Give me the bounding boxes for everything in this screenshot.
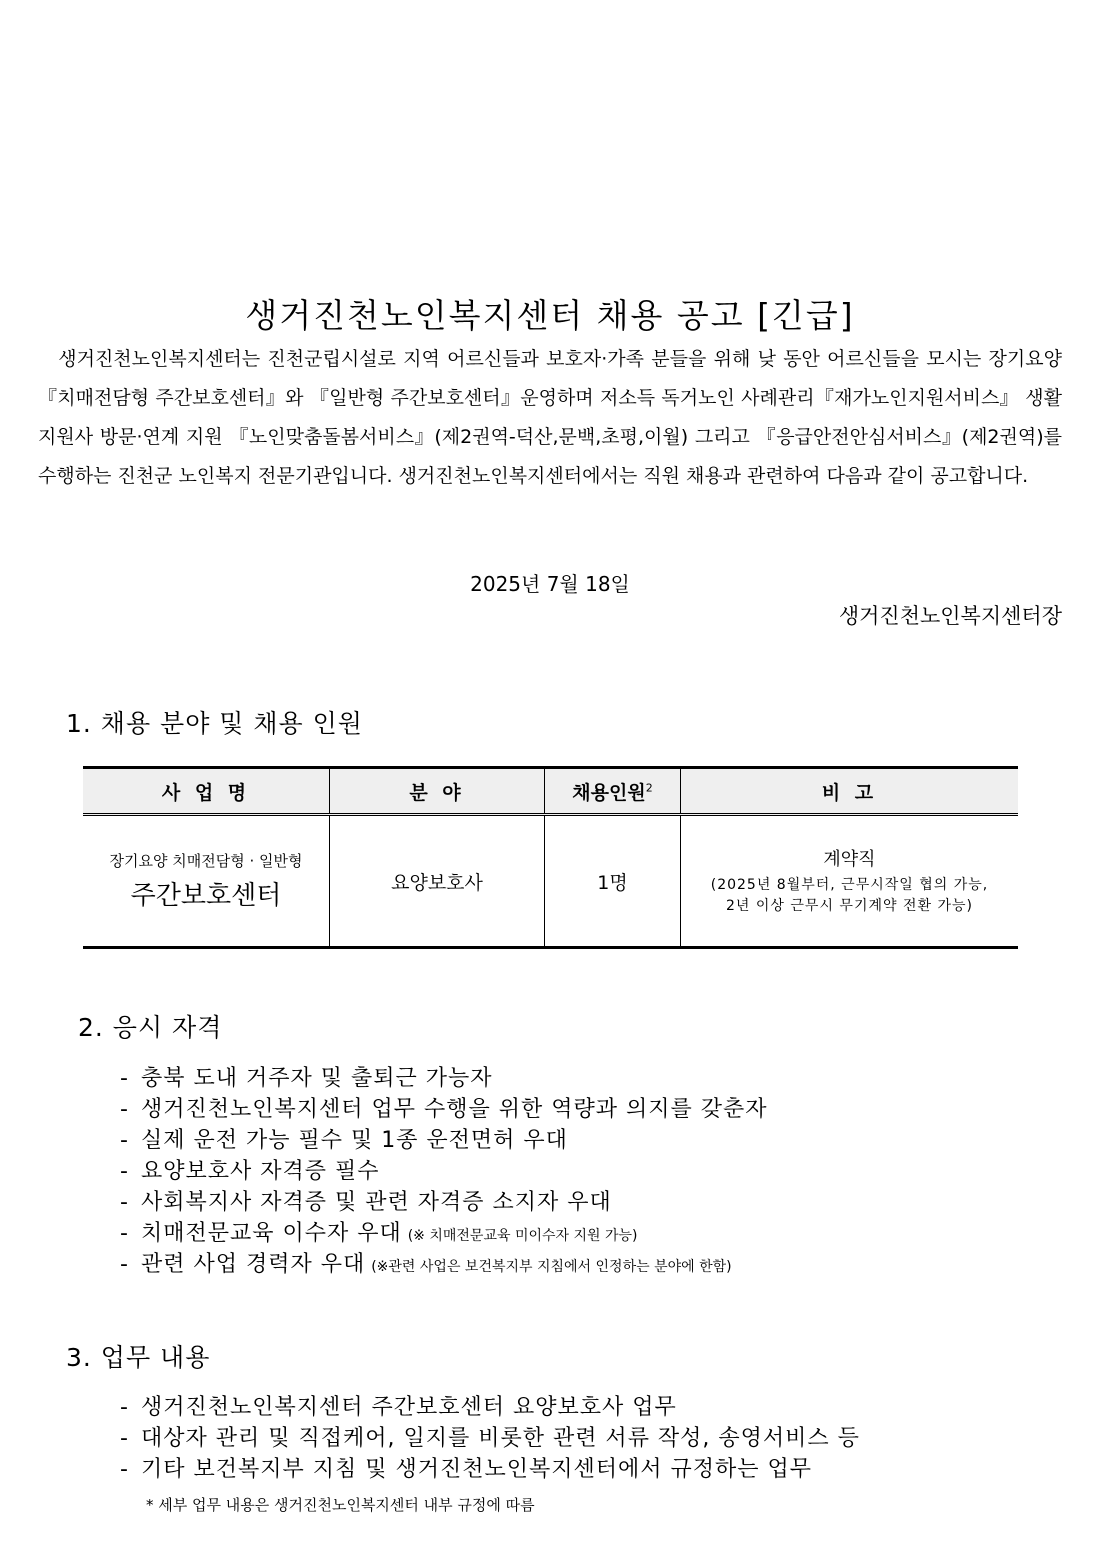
list-item: - 실제 운전 가능 필수 및 1종 운전면허 우대 — [120, 1128, 568, 1153]
list-item: - 사회복지사 자격증 및 관련 자격증 소지자 우대 — [120, 1190, 612, 1215]
section-3-title: 3. 업무 내용 — [66, 1343, 211, 1372]
header-business: 사 업 명 — [83, 768, 330, 815]
cell-note — [681, 815, 1019, 948]
header-count-superscript: 2 — [645, 781, 653, 795]
list-item: - 충북 도내 거주자 및 출퇴근 가능자 — [120, 1066, 493, 1091]
list-item: - 요양보호사 자격증 필수 — [120, 1159, 380, 1184]
header-field: 분 야 — [330, 768, 545, 815]
duties-list — [120, 1392, 860, 1485]
duties-footnote: * 세부 업무 내용은 생거진천노인복지센터 내부 규정에 따름 — [146, 1496, 535, 1514]
list-item: - 대상자 관리 및 직접케어, 일지를 비롯한 관련 서류 작성, 송영서비스 등 — [120, 1426, 860, 1451]
note-detail-2: 2년 이상 근무시 무기계약 전환 가능) — [726, 898, 973, 914]
notice-date: 2025년 7월 18일 — [470, 572, 630, 596]
note-main: 계약직 — [823, 849, 876, 870]
cell-count: 1명 — [545, 815, 681, 948]
header-note: 비 고 — [681, 768, 1019, 815]
section-1-title: 1. 채용 분야 및 채용 인원 — [66, 709, 363, 738]
header-count-label: 채용인원 — [572, 781, 646, 804]
cell-business — [83, 815, 330, 948]
table-header-row — [83, 768, 1018, 815]
note-detail-1: (2025년 8월부터, 근무시작일 협의 가능, — [710, 877, 989, 893]
table-row — [83, 815, 1018, 948]
list-item: - 기타 보건복지부 지침 및 생거진천노인복지센터에서 규정하는 업무 — [120, 1457, 812, 1482]
list-item: - 치매전문교육 이수자 우대 (※ 치매전문교육 미이수자 지원 가능) — [120, 1221, 638, 1246]
list-item: - 생거진천노인복지센터 업무 수행을 위한 역량과 의지를 갖춘자 — [120, 1097, 768, 1122]
business-subtitle: 장기요양 치매전담형 · 일반형 — [109, 852, 303, 870]
business-name: 주간보호센터 — [130, 881, 282, 911]
intro-paragraph — [38, 340, 1062, 496]
list-item: - 생거진천노인복지센터 주간보호센터 요양보호사 업무 — [120, 1395, 677, 1420]
header-count — [545, 768, 681, 815]
cell-field: 요양보호사 — [330, 815, 545, 948]
intro-text: 생거진천노인복지센터는 진천군립시설로 지역 어르신들과 보호자·가족 분들을 위해 낮 동안 어르신들을 모시는 장기요양『치매전담형 주간보호센터』와 『일반형 주간보호센터』운영하며 저소득 독거노인 사례관리『재가노인지원서비스』 생활지원사 방문·연계 지원 『노인맞춤돌봄서비스』(제2권역-덕산,문백,초평,이월) 그리고 『응급안전안심서비스』(제2권역)를 수행하는 진천군 노인복지 전문기관입니다. 생거진천노인복지센터에서는 직원 채용과 관련하여 다음과 같이 공고합니다. — [38, 348, 1062, 487]
section-2-title: 2. 응시 자격 — [78, 1013, 223, 1042]
qualification-list — [120, 1063, 773, 1280]
list-item: - 관련 사업 경력자 우대 (※관련 사업은 보건복지부 지침에서 인정하는 분야에 한함) — [120, 1252, 732, 1277]
recruitment-table — [83, 766, 1018, 949]
notice-signer: 생거진천노인복지센터장 — [838, 604, 1062, 628]
notice-title: 생거진천노인복지센터 채용 공고 [긴급] — [245, 296, 855, 335]
